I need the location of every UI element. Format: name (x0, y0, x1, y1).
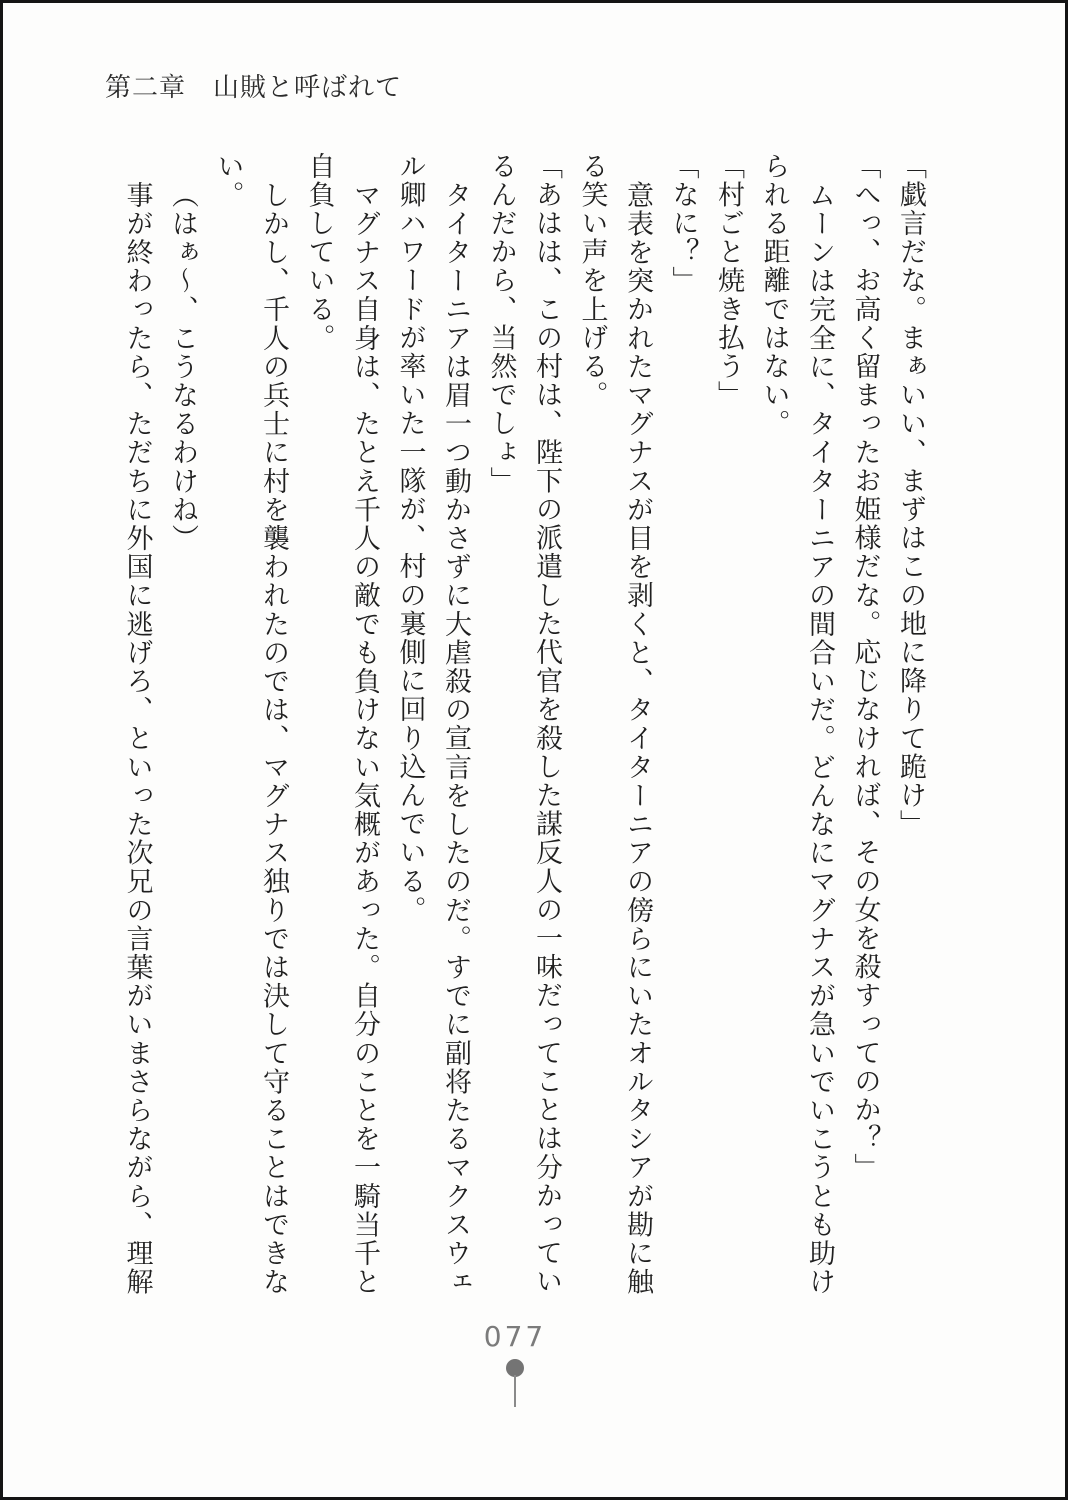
text-line: 「あはは、この村は、陛下の派遣した代官を殺した謀反人の一味だってことは分かってい (531, 152, 562, 1296)
text-line: ル卿ハワードが率いた一隊が、村の裏側に回り込んでいる。 (394, 152, 426, 925)
text-line: 「村ごと焼き払う」 (713, 152, 744, 410)
text-line: タイターニアは眉一つ動かさずに大虐殺の宣言をしたのだ。すでに副将たるマクスウェ (440, 181, 471, 1297)
chapter-header: 第二章 山賊と呼ばれて (105, 73, 403, 103)
text-line: ムーンは完全に、タイターニアの間合いだ。どんなにマグナスが急いでいこうとも助け (804, 181, 835, 1297)
text-line: しかし、千人の兵士に村を襲われたのでは、マグナス独りでは決して守ることはできな (258, 181, 289, 1297)
text-line: 自負している。 (303, 152, 335, 353)
text-line: マグナス自身は、たとえ千人の敵でも負けない気概があった。自分のことを一騎当千と (349, 181, 380, 1297)
text-line: るんだから、当然でしょ」 (485, 152, 517, 496)
page-footer (3, 1320, 1065, 1497)
text-line: 意表を突かれたマグナスが目を剥くと、タイターニアの傍らにいたオルタシアが勘に触 (622, 181, 653, 1297)
page-number: 077 (483, 1320, 547, 1353)
text-line: い。 (212, 152, 244, 210)
text-line: 事が終わったら、ただちに外国に逃げろ、といった次兄の言葉がいまさらながら、理解 (121, 181, 153, 1297)
text-line: られる距離ではない。 (758, 152, 790, 438)
text-line: る笑い声を上げる。 (576, 152, 608, 410)
text-block (114, 152, 933, 1297)
text-line: 「戯言だな。まぁいい、まずはこの地に降りて跪け」 (895, 152, 926, 839)
text-line: 「なに？」 (667, 152, 699, 295)
text-line: （はぁ〜、こうなるわけね） (167, 181, 198, 553)
footer-line-ornament (514, 1375, 516, 1407)
text-line: 「へっ、お高く留まったお姫様だな。応じなければ、その女を殺すってのか？」 (849, 152, 881, 1182)
